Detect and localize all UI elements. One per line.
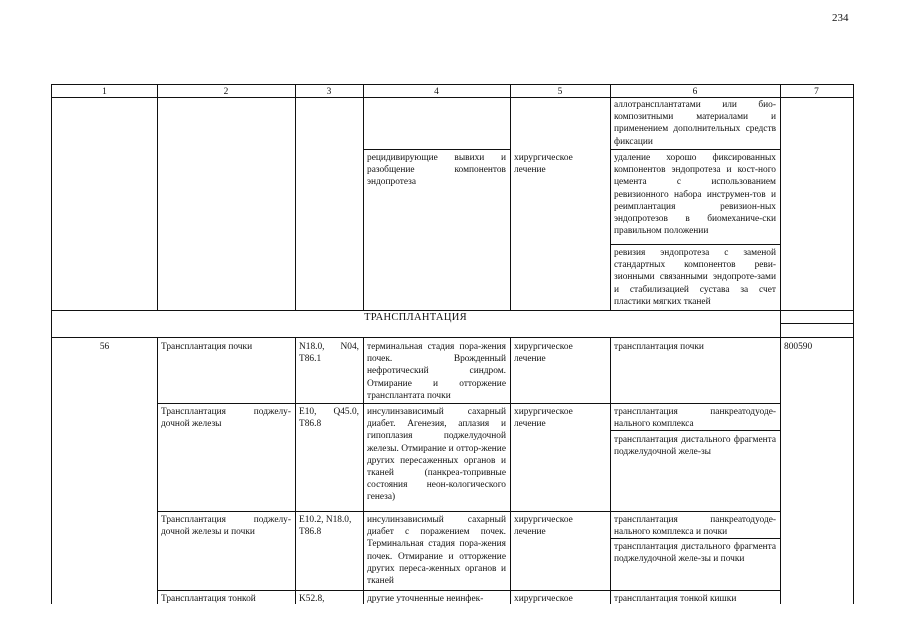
col-rule	[510, 337, 511, 604]
row-c-method-2: трансплантация дистального фрагмента поджелудочной желе-зы и почки	[614, 542, 776, 565]
row-c-method-1: трансплантация панкреатодуоде-нального комплекса и почки	[614, 515, 776, 538]
col-rule	[610, 84, 611, 311]
row-a-name: Трансплантация почки	[161, 342, 253, 352]
col-rule	[157, 337, 158, 604]
section-title: ТРАНСПЛАНТАЦИЯ	[364, 312, 467, 323]
col-rule	[51, 84, 52, 604]
row-b-method-2: трансплантация дистального фрагмента поджелудочной желе-зы	[614, 435, 776, 458]
page-number: 234	[832, 12, 849, 24]
col-rule	[853, 84, 854, 604]
col-header-2: 2	[223, 87, 229, 97]
rule	[610, 430, 780, 431]
row-b-name: Трансплантация поджелу-дочной железы	[161, 407, 291, 430]
row-b-condition: инсулинзависимый сахарный диабет. Агенезия, аплазия и гипоплазия поджелудочной железы. Отмирание и оттор-жение других пересаженных органов и тканей (панкреа-топривные состояния неон-кологического генеза)	[367, 407, 506, 503]
col-header-5: 5	[557, 87, 563, 97]
row-c-treatment: хирургическое лечение	[514, 515, 573, 538]
row-d-name: Трансплантация тонкой	[161, 594, 256, 604]
row-a-codes: N18.0, N04, T86.1	[299, 342, 359, 365]
row-a-treatment: хирургическое лечение	[514, 342, 573, 365]
group-number: 56	[99, 342, 110, 352]
rule	[363, 149, 510, 150]
cont-row-3-method: ревизия эндопротеза с заменой стандартных компонентов реви-зионными связанными эндопроте-зами и стабилизацией сустава за счет пластики мягких тканей	[614, 248, 776, 307]
cont-row-2-treatment: хирургическое лечение	[514, 153, 573, 176]
cont-row-2-method: удаление хорошо фиксированных компонентов эндопротеза и кост-ного цемента с использованием ревизионного набора инструмен-тов и реимплантация ревизион-ных эндопротезов в биомеханиче-ски правильном положении	[614, 153, 776, 237]
rule	[610, 149, 780, 150]
col-header-4: 4	[434, 87, 439, 97]
col-header-1: 1	[102, 87, 107, 97]
row-c-name: Трансплантация поджелу-дочной железы и почки	[161, 515, 291, 538]
row-c-condition: инсулинзависимый сахарный диабет с поражением почек. Терминальная стадия пора-жения почек. Отмирание и отторжение других переса-женных органов и тканей	[367, 515, 506, 587]
row-a-condition: терминальная стадия пора-жения почек. Врожденный нефротический синдром. Отмирание и отторжение трансплантата почки	[367, 342, 506, 401]
col-header-7: 7	[814, 87, 819, 97]
row-d-codes: K52.8,	[299, 594, 325, 604]
col-rule	[157, 84, 158, 311]
row-d-method: трансплантация тонкой кишки	[614, 594, 737, 604]
rule-top	[51, 84, 854, 85]
col-header-6: 6	[692, 87, 698, 97]
col-rule	[363, 337, 364, 604]
row-b-method-1: трансплантация панкреатодуоде-нального комплекса	[614, 407, 776, 430]
rule	[51, 337, 854, 338]
row-b-treatment: хирургическое лечение	[514, 407, 573, 430]
row-b-codes: E10, Q45.0, T86.8	[299, 407, 359, 430]
col-rule	[363, 84, 364, 311]
row-c-codes: E10.2, N18.0, T86.8	[299, 515, 352, 538]
col-rule	[295, 337, 296, 604]
row-d-treatment: хирургическое	[514, 594, 573, 604]
col-rule	[510, 84, 511, 311]
rule	[157, 403, 780, 404]
rule-header	[51, 97, 854, 98]
group-code: 800590	[784, 342, 813, 352]
col-rule	[780, 84, 781, 604]
cont-row-2-condition: рецидивирующие вывихи и разобщение компонентов эндопротеза	[367, 153, 506, 188]
rule	[157, 511, 780, 512]
cont-row-1-method: аллотрансплантатами или био-композитными материалами и применением дополнительных средств фиксации	[614, 100, 776, 147]
rule	[610, 538, 780, 539]
rule	[780, 323, 854, 324]
rule	[157, 590, 780, 591]
rule	[610, 244, 780, 245]
row-d-condition: другие уточненные неинфек-	[367, 594, 484, 604]
rule	[51, 310, 854, 311]
col-rule	[295, 84, 296, 311]
row-a-method: трансплантация почки	[614, 342, 704, 352]
col-header-3: 3	[326, 87, 332, 97]
col-rule	[610, 337, 611, 604]
